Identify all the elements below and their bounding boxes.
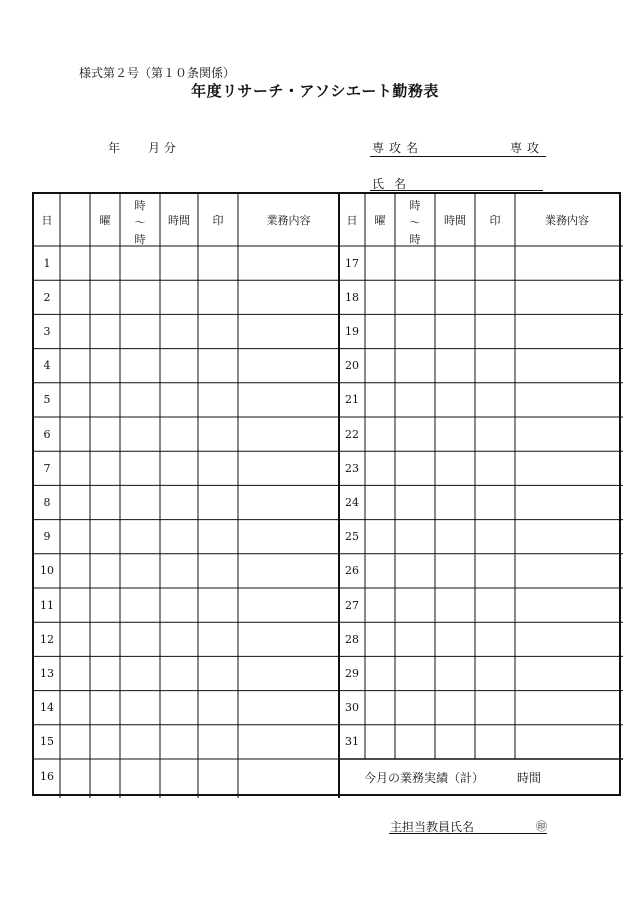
table-grid [34, 194, 623, 798]
day-number: 15 [40, 735, 54, 749]
day-number: 4 [43, 359, 51, 373]
header-hours: 時間 [444, 213, 466, 227]
day-number: 24 [345, 495, 359, 509]
day-number: 25 [345, 530, 359, 544]
major-suffix: 専攻 [509, 141, 544, 155]
name-field[interactable] [370, 175, 543, 191]
period-month-label: 月 分 [148, 141, 176, 155]
monthly-total-label: 今月の業務実績（計） [363, 770, 484, 785]
header-time-range [395, 197, 435, 248]
day-number: 6 [43, 427, 51, 441]
day-number: 17 [345, 256, 359, 270]
day-number: 8 [43, 495, 51, 509]
day-number: 22 [345, 427, 359, 441]
header-seal: 印 [489, 213, 501, 227]
time-header-time-from: 時 [409, 199, 421, 212]
day-number: 20 [345, 359, 359, 373]
header-day: 日 [41, 213, 53, 227]
period-fields [108, 139, 176, 156]
header-weekday: 曜 [374, 213, 386, 227]
day-number: 31 [345, 735, 359, 749]
header-weekday: 曜 [99, 213, 111, 227]
header-duties: 業務内容 [266, 213, 311, 227]
header-seal: 印 [212, 213, 224, 227]
day-number: 3 [43, 324, 51, 338]
day-number: 30 [345, 701, 359, 715]
major-label: 専攻名 [372, 141, 424, 155]
day-number: 2 [43, 290, 51, 304]
day-number: 16 [40, 769, 54, 783]
day-number: 18 [345, 290, 359, 304]
attendance-table [32, 192, 621, 796]
time-header-time-to: 時 [409, 233, 421, 247]
day-number: 28 [345, 632, 359, 646]
day-number: 19 [345, 324, 359, 338]
period-year-label: 年 [108, 141, 121, 155]
day-number: 10 [40, 564, 54, 578]
day-number: 12 [40, 632, 54, 646]
supervisor-field[interactable] [389, 818, 547, 834]
day-number: 27 [345, 598, 359, 612]
day-number: 13 [40, 666, 54, 680]
day-number: 11 [40, 598, 54, 612]
time-header-time-tilde: ～ [409, 216, 421, 230]
header-hours: 時間 [168, 213, 190, 227]
time-header-time-to: 時 [134, 233, 146, 247]
day-number: 9 [43, 530, 51, 544]
day-number: 14 [40, 701, 54, 715]
header-day: 日 [346, 213, 358, 227]
name-label: 氏名 [372, 177, 417, 191]
supervisor-label: 主担当教員氏名 [390, 820, 475, 834]
time-header-time-from: 時 [134, 199, 146, 212]
day-number: 26 [345, 564, 359, 578]
day-number: 5 [43, 393, 51, 407]
time-header-time-tilde: ～ [134, 216, 146, 230]
monthly-total-unit: 時間 [516, 770, 541, 785]
day-number: 23 [345, 461, 359, 475]
day-number: 7 [43, 461, 51, 475]
header-duties: 業務内容 [545, 213, 589, 227]
seal-mark: ㊞ [536, 820, 547, 833]
day-number: 21 [345, 393, 359, 407]
major-field[interactable] [370, 139, 546, 157]
header-time-range [120, 197, 160, 248]
form-number: 様式第２号（第１０条関係） [79, 66, 236, 80]
day-number: 1 [43, 256, 51, 270]
document-title: 年度リサーチ・アソシエート勤務表 [191, 82, 439, 100]
day-number: 29 [345, 666, 359, 680]
